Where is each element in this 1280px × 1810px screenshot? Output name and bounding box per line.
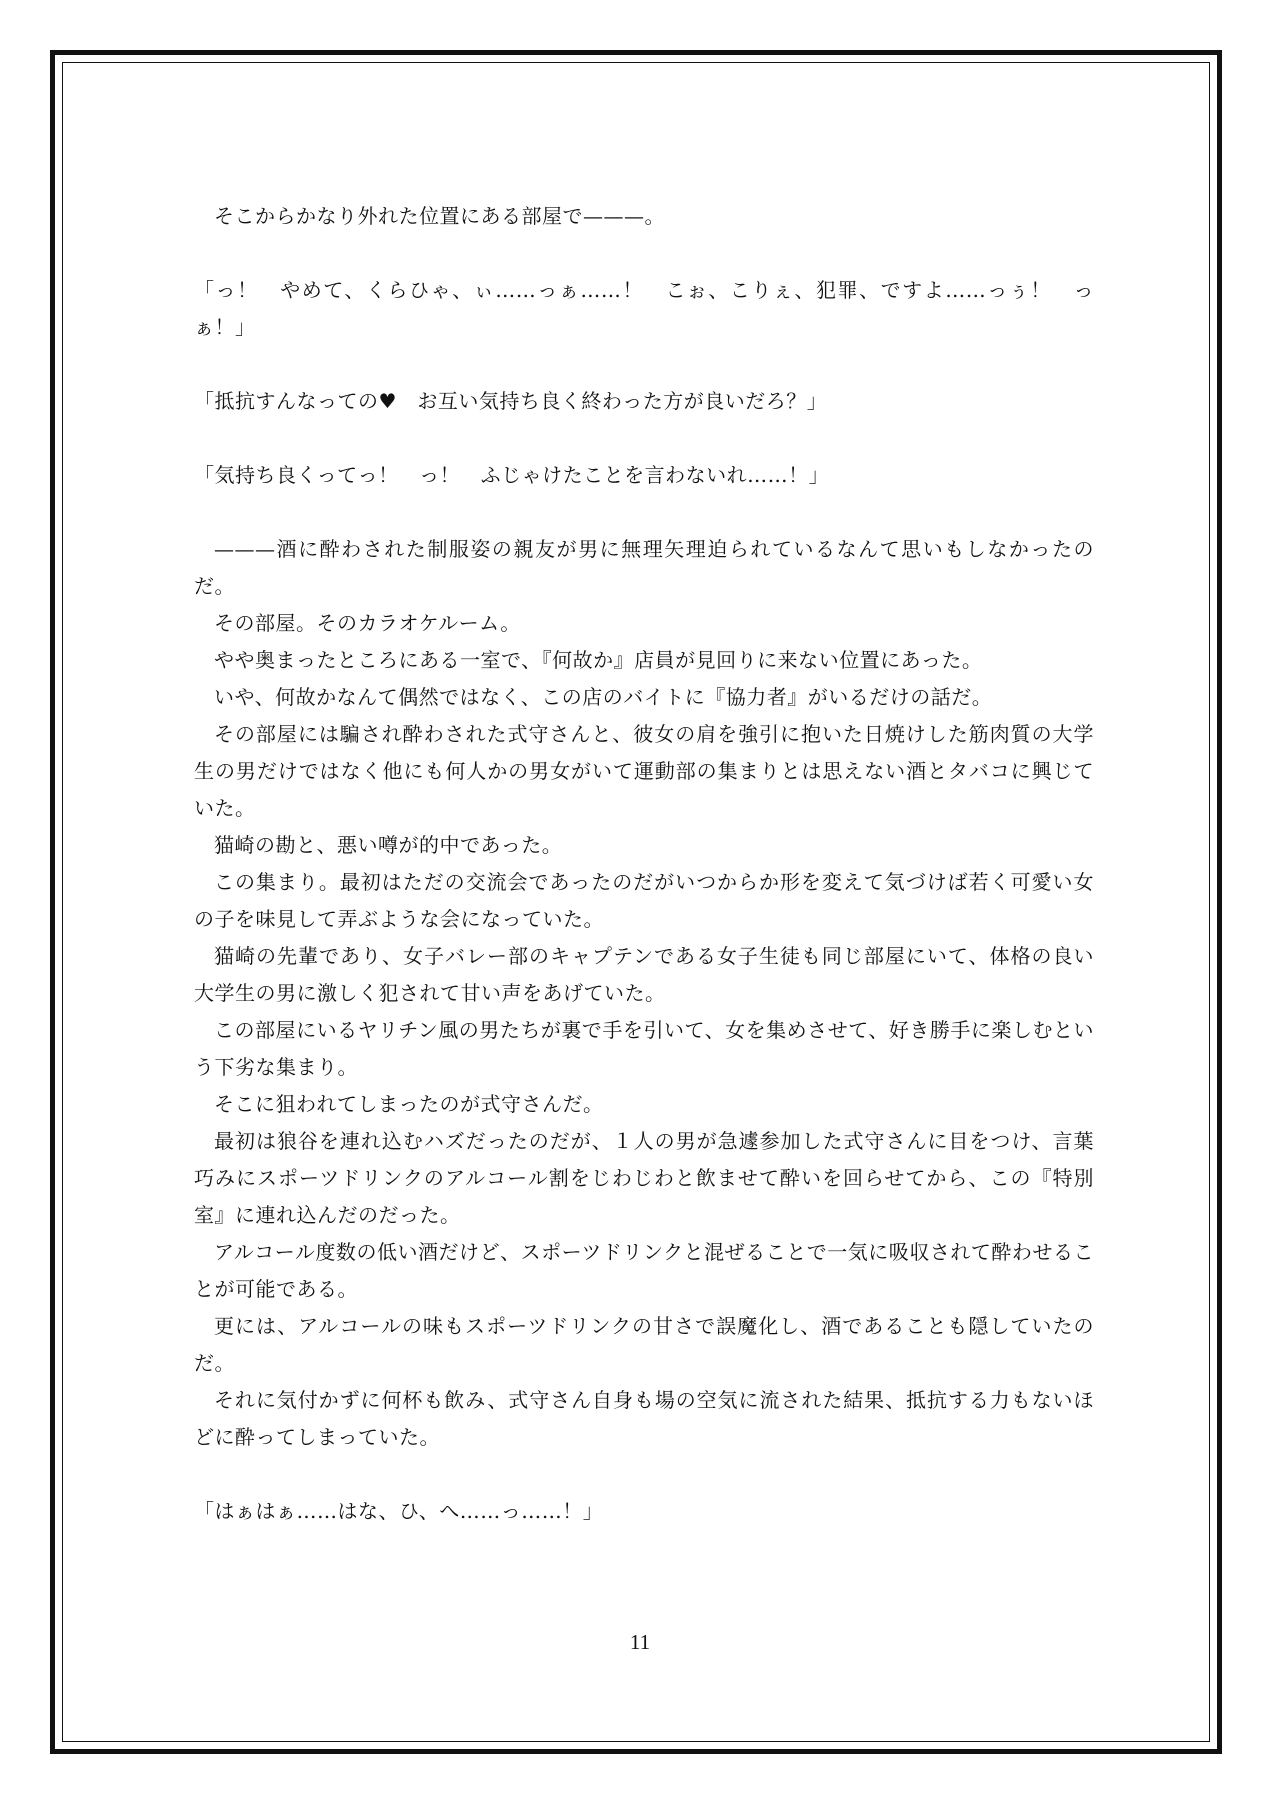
narration-paragraph: その部屋。そのカラオケルーム。 (214, 611, 521, 635)
narration-paragraph: そこに狙われてしまったのが式守さんだ。 (214, 1092, 604, 1116)
narration-paragraph: やや奥まったところにある一室で、『何故か』店員が見回りに来ない位置にあった。 (214, 648, 983, 672)
narration-paragraph: 最初は狼谷を連れ込むハズだったのだが、１人の男が急遽参加した式守さんに目をつけ、言葉巧みにスポーツドリンクのアルコール割をじわじわと飲ませて酔いを回らせてから、この『特別室』に連れ込んだのだった。 (194, 1129, 1094, 1227)
narration-paragraph: その部屋には騙され酔わされた式守さんと、彼女の肩を強引に抱いた日焼けした筋肉質の大学生の男だけではなく他にも何人かの男女がいて運動部の集まりとは思えない酒とタバコに興じていた。 (194, 722, 1094, 820)
narration-paragraph: アルコール度数の低い酒だけど、スポーツドリンクと混ぜることで一気に吸収されて酔わせることが可能である。 (194, 1240, 1094, 1301)
blank-line (194, 494, 1094, 531)
narration-paragraph: いや、何故かなんて偶然ではなく、この店のバイトに『協力者』がいるだけの話だ。 (214, 685, 993, 709)
narration-paragraph: ———酒に酔わされた制服姿の親友が男に無理矢理迫られているなんて思いもしなかったのだ。 (194, 537, 1094, 598)
dialogue-line: 「抵抗すんなっての♥ お互い気持ち良く終わった方が良いだろ？」 (194, 389, 828, 413)
narration-paragraph: 猫崎の勘と、悪い噂が的中であった。 (214, 833, 563, 857)
narration-paragraph: 更には、アルコールの味もスポーツドリンクの甘さで誤魔化し、酒であることも隠していたのだ。 (194, 1314, 1094, 1375)
blank-line (194, 420, 1094, 457)
dialogue-line: 「っ！ やめて、くらひゃ、ぃ……っぁ……！ こぉ、こりぇ、犯罪、ですよ……っぅ！ っぁ！」 (194, 278, 1094, 339)
narration-paragraph: 猫崎の先輩であり、女子バレー部のキャプテンである女子生徒も同じ部屋にいて、体格の良い大学生の男に激しく犯されて甘い声をあげていた。 (194, 944, 1094, 1005)
blank-line (194, 235, 1094, 272)
dialogue-line: 「はぁはぁ……はな、ひ、へ……っ……！」 (194, 1499, 604, 1523)
narration-paragraph: それに気付かずに何杯も飲み、式守さん自身も場の空気に流された結果、抵抗する力もないほどに酔ってしまっていた。 (194, 1388, 1094, 1449)
narration-paragraph: この部屋にいるヤリチン風の男たちが裏で手を引いて、女を集めさせて、好き勝手に楽しむという下劣な集まり。 (194, 1018, 1094, 1079)
narration-paragraph: そこからかなり外れた位置にある部屋で———。 (214, 204, 665, 228)
dialogue-line: 「気持ち良くってっ！ っ！ ふじゃけたことを言わないれ……！」 (194, 463, 830, 487)
blank-line (194, 1456, 1094, 1493)
page-number: 11 (629, 1630, 651, 1654)
blank-line (194, 346, 1094, 383)
narration-paragraph: この集まり。最初はただの交流会であったのだがいつからか形を変えて気づけば若く可愛い女の子を味見して弄ぶような会になっていた。 (194, 870, 1094, 931)
body-text (194, 198, 1094, 1530)
